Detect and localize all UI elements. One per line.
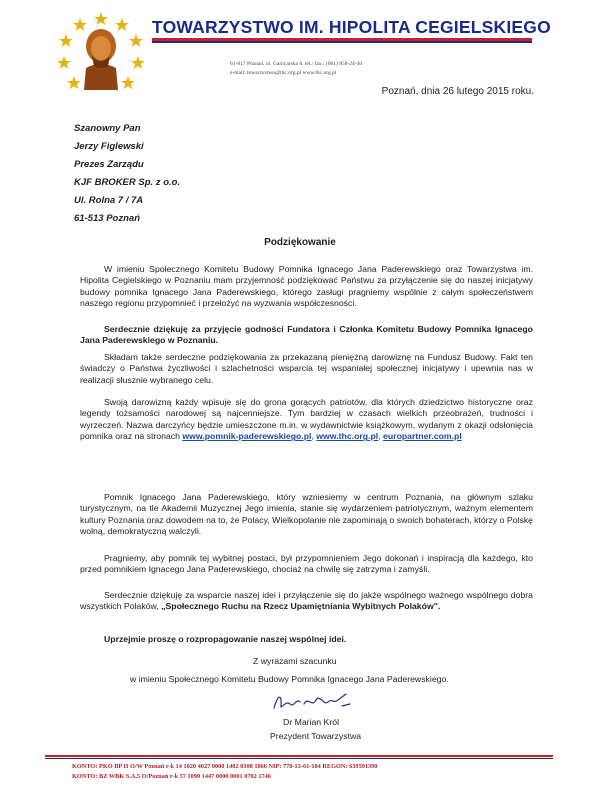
letter-date: Poznań, dnia 26 lutego 2015 roku.	[381, 86, 534, 97]
header-contact: e-mail: towarzystwo@thc.org.pl www.thc.org.pl	[230, 70, 337, 76]
society-logo	[58, 10, 144, 96]
paragraph-7	[80, 590, 533, 613]
recipient-company: KJF BROKER Sp. z o.o.	[74, 177, 181, 188]
footer-divider-blue	[45, 758, 553, 759]
footer-bank-account-1: KONTO: PKO BP II O/W Poznań r-k 14 1020 4027 0000 1402 0308 1866 NIP: 778-13-61-184 REGON: 639591390	[72, 763, 378, 770]
recipient-position: Prezes Zarządu	[74, 159, 144, 170]
paragraph-2: Serdecznie dziękuję za przyjęcie godności Fundatora i Członka Komitetu Budowy Pomnika Ignacego Jana Paderewskiego w Poznaniu.	[80, 324, 533, 346]
paragraph-7-text: Serdecznie dziękuję za wsparcie naszej idei i przyłączenie się do jakże wspólnego ważnego wspólnego dobra wszystkich Polaków,	[80, 590, 533, 612]
closing-greeting: Z wyrazami szacunku	[253, 656, 337, 666]
paragraph-8: Uprzejmie proszę o rozpropagowanie naszej wspólnej idei.	[104, 634, 347, 644]
header-stripe-blue	[152, 41, 532, 43]
signer-name: Dr Marian Król	[283, 717, 339, 727]
paragraph-1: W imieniu Społecznego Komitetu Budowy Pomnika Ignacego Jana Paderewskiego oraz Towarzystwa im. Hipolita Cegielskiego w Poznaniu mam przyjemność podziękować Państwu za przyłączenie się do naszej inicjatywy budowy pomnika Ignacego Jana Paderewskiego, którego zasługi pragniemy wspólnie z całym społeczeństwem naszego regionu przypomnieć i przełożyć na wyzwania współczesności.	[80, 264, 533, 309]
link-pomnik-paderewskiego[interactable]: www.pomnik-paderewskiego.pl	[182, 431, 312, 442]
header-address: 61-817 Poznań, ul. Garncarska 8, tel./ fax.: (061) 858-24-40	[230, 61, 363, 67]
recipient-salutation: Szanowny Pan	[74, 123, 141, 134]
recipient-city: 61-513 Poznań	[74, 213, 140, 224]
paragraph-4-text: Swoją darowizną każdy wpisuje się do grona gorących patriotów, dla których dziedzictwo historyczne oraz legendy tożsamości narodowej są najcenniejsze. Tym bardziej w czasach wielkich przeobrażeń, trudności i wyrzeczeń. Nazwa darczyńcy będzie umieszczone m.in. w wydawnictwie książkowym, wydanym z okazji odsłonięcia pomnika oraz na stronach	[80, 397, 533, 442]
recipient-street: Ul. Rolna 7 / 7A	[74, 195, 144, 206]
footer-bank-account-2: KONTO: BZ WBK S.A.5 O/Poznań r-k 57 1090 1447 0000 0001 0702 1746	[72, 773, 271, 780]
organization-name: TOWARZYSTWO IM. HIPOLITA CEGIELSKIEGO	[152, 17, 551, 37]
closing-on-behalf: w imieniu Społecznego Komitetu Budowy Pomnika Ignacego Jana Paderewskiego.	[130, 674, 449, 684]
link-thc[interactable]: www.thc.org.pl	[316, 431, 379, 442]
paragraph-3: Składam także serdeczne podziękowania za przekazaną pieniężną darowiznę na Fundusz Budowy. Fakt ten świadczy o Państwa życzliwości i szlachetności wsparcia tej wspaniałej społecznej inicjatywy i upewnia nas w realizacji słusznie wybranego celu.	[80, 352, 533, 385]
paragraph-6: Pragniemy, aby pomnik tej wybitnej postaci, był przypomnieniem Jego dokonań i inspiracją dla każdego, kto przed pomnikiem Ignacego Jana Paderewskiego, chociaż na chwilę się zatrzyma i zamyśli.	[80, 553, 533, 575]
link-europartner[interactable]: europartner.com.pl	[383, 431, 462, 442]
recipient-name: Jerzy Figlewski	[74, 141, 144, 152]
paragraph-7-bold: „Społecznego Ruchu na Rzecz Upamiętniania Wybitnych Polaków".	[161, 601, 441, 612]
portrait-bust-icon	[84, 29, 118, 90]
paragraph-5: Pomnik Ignacego Jana Paderewskiego, który wzniesiemy w centrum Poznania, na głównym szlaku turystycznym, na tle Akademii Muzycznej Jego imienia, stanie się wydarzeniem patriotycznym, ważnym elementem kultury Poznania oraz dowodem na to, że Polacy, Wielkopolanie nie zapominają o swoich bohaterach, którzy o Polskę wolną, demokratyczną walczyli.	[80, 492, 533, 537]
letter-title: Podziękowanie	[264, 237, 336, 248]
signer-title: Prezydent Towarzystwa	[270, 731, 362, 741]
paragraph-4: Swoją darowizną każdy wpisuje się do grona gorących patriotów, dla których dziedzictwo historyczne oraz legendy tożsamości narodowej są najcenniejsze. Tym bardziej w czasach wielkich przeobrażeń, trudności i wyrzeczeń. Nazwa darczyńcy będzie umieszczone m.in. w wydawnictwie książkowym, wydanym z okazji odsłonięcia pomnika oraz na stronach www.pomnik-paderewskiego.pl, www.thc.org.pl, europartner.com.pl	[80, 397, 533, 442]
handwritten-signature	[272, 690, 354, 712]
footer-divider-red	[45, 755, 553, 757]
